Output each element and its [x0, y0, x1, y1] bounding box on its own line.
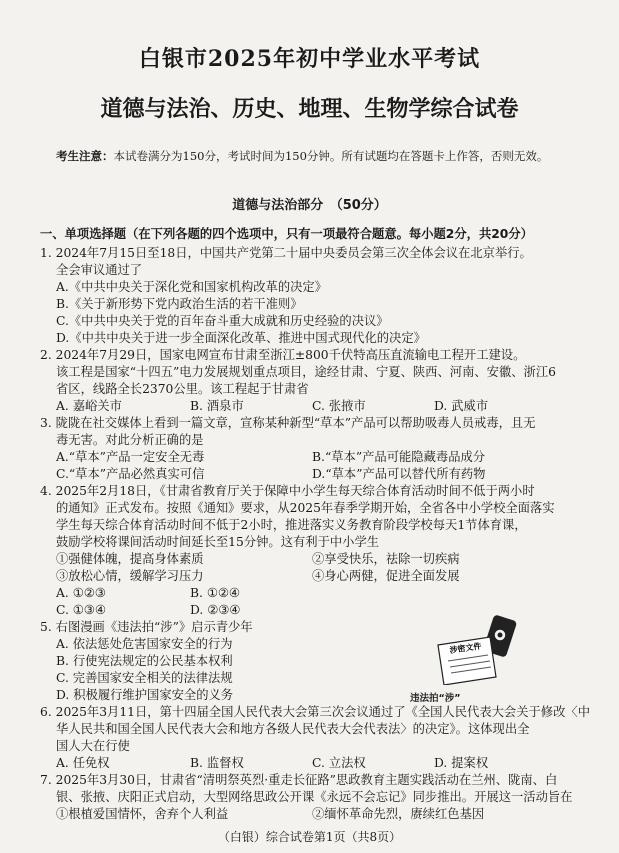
- page-footer: （白银）综合试卷第1页（共8页）: [217, 830, 402, 844]
- q2-option-a: A. 嘉峪关市: [56, 399, 122, 413]
- q2-option-c: C. 张掖市: [312, 399, 366, 413]
- q1-stem-2: 全会审议通过了: [56, 263, 143, 277]
- q4-stem-1: 4. 2025年2月18日，《甘肃省教育厅关于保障中小学生每天综合体育活动时间不低于两小时: [40, 484, 535, 498]
- secret-document-label: 涉密文件: [448, 640, 482, 655]
- q6-stem-2: 华人民共和国全国人民代表大会和地方各级人民代表大会代表法〉的决定》。这体现出全: [56, 722, 530, 736]
- q7-statement-2: ②缅怀革命先烈，赓续红色基因: [312, 807, 485, 821]
- q3-option-a: A.“草本”产品一定安全无毒: [56, 450, 205, 464]
- q5-option-d: D. 积极履行维护国家安全的义务: [56, 688, 234, 702]
- q4-statement-3: ③放松心情，缓解学习压力: [56, 569, 204, 583]
- q4-option-d: D. ②③④: [190, 603, 241, 617]
- q1-stem-1: 1. 2024年7月15日至18日，中国共产党第二十届中央委员会第三次全体会议在北京举行。: [40, 246, 532, 260]
- q5-option-c: C. 完善国家安全相关的法律法规: [56, 671, 233, 685]
- q2-stem-2: 该工程是国家“十四五”电力发展规划重点项目，途经甘肃、宁夏、陕西、河南、安徽、浙江6: [56, 365, 556, 379]
- q3-option-b: B.“草本”产品可能隐藏毒品成分: [312, 450, 486, 464]
- q6-option-a: A. 任免权: [56, 756, 110, 770]
- q2-option-b: B. 酒泉市: [190, 399, 244, 413]
- part-heading: 一、单项选择题（在下列各题的四个选项中，只有一项最符合题意。每小题2分，共20分）: [40, 227, 533, 241]
- q4-stem-2: 的通知》正式发布。按照《通知》要求，从2025年春季学期开始，全省各中小学校全面落实: [56, 501, 555, 515]
- q4-option-a: A. ①②③: [56, 586, 106, 600]
- q5-cartoon-caption: 违法拍“涉”: [410, 693, 461, 704]
- exam-title: 白银市2025年初中学业水平考试: [138, 46, 481, 72]
- q7-stem-2: 银、张掖、庆阳正式启动，大型网络思政公开课《永远不会忘记》同步推出。开展这一活动旨在: [56, 790, 573, 804]
- q5-cartoon: [420, 615, 530, 685]
- q6-stem-3: 国人大在行使: [56, 739, 130, 753]
- q2-stem-1: 2. 2024年7月29日，国家电网宣布甘肃至浙江±800千伏特高压直流输电工程开工建设。: [40, 348, 526, 362]
- q3-stem-1: 3. 陇陇在社交媒体上看到一篇文章，宣称某种新型“草本”产品可以帮助吸毒人员戒毒，且无: [40, 416, 536, 430]
- exam-subtitle: 道德与法治、历史、地理、生物学综合试卷: [100, 97, 519, 122]
- q2-option-d: D. 武威市: [434, 399, 489, 413]
- q3-stem-2: 毒无害。对此分析正确的是: [56, 433, 204, 447]
- q3-option-d: D.“草本”产品可以替代所有药物: [312, 467, 486, 481]
- q6-option-b: B. 监督权: [190, 756, 244, 770]
- q2-stem-3: 省区，线路全长2370公里。该工程起于甘肃省: [56, 382, 309, 396]
- section-title: 道德与法治部分 （50分）: [232, 198, 387, 213]
- q5-option-b: B. 行使宪法规定的公民基本权利: [56, 654, 233, 668]
- q4-statement-1: ①强健体魄，提高身体素质: [56, 552, 204, 566]
- q7-stem-1: 7. 2025年3月30日，甘肃省“清明祭英烈·重走长征路”思政教育主题实践活动在兰州、陇南、白: [40, 773, 558, 787]
- q1-option-d: D.《中共中央关于进一步全面深化改革、推进中国式现代化的决定》: [56, 331, 426, 345]
- q1-option-b: B.《关于新形势下党内政治生活的若干准则》: [56, 297, 303, 311]
- q6-option-c: C. 立法权: [312, 756, 366, 770]
- q4-statement-4: ④身心两健，促进全面发展: [312, 569, 460, 583]
- q1-option-a: A.《中共中央关于深化党和国家机构改革的决定》: [56, 280, 328, 294]
- candidate-note: [56, 148, 596, 164]
- q5-stem: 5. 右图漫画《违法拍“涉”》启示青少年: [40, 620, 253, 634]
- q4-option-c: C. ①③④: [56, 603, 106, 617]
- q4-option-b: B. ①②④: [190, 586, 240, 600]
- q4-stem-4: 鼓励学校将课间活动时间延长至15分钟。这有利于中小学生: [56, 535, 380, 549]
- q1-option-c: C.《中共中央关于党的百年奋斗重大成就和历史经验的决议》: [56, 314, 389, 328]
- q7-statement-1: ①根植爱国情怀，舍弃个人利益: [56, 807, 229, 821]
- q4-statement-2: ②享受快乐，祛除一切疾病: [312, 552, 460, 566]
- note-label: 考生注意：: [56, 149, 114, 163]
- q3-option-c: C.“草本”产品必然真实可信: [56, 467, 205, 481]
- q6-stem-1: 6. 2025年3月11日，第十四届全国人民代表大会第三次会议通过了《全国人民代表大会关于修改〈中: [40, 705, 590, 719]
- note-text: 本试卷满分为150分，考试时间为150分钟。所有试题均在答题卡上作答，否则无效。: [113, 149, 549, 163]
- q5-option-a: A. 依法惩处危害国家安全的行为: [56, 637, 233, 651]
- q4-stem-3: 学生每天综合体育活动时间不低于2小时，推进落实义务教育阶段学校每天1节体育课，: [56, 518, 527, 532]
- q6-option-d: D. 提案权: [434, 756, 489, 770]
